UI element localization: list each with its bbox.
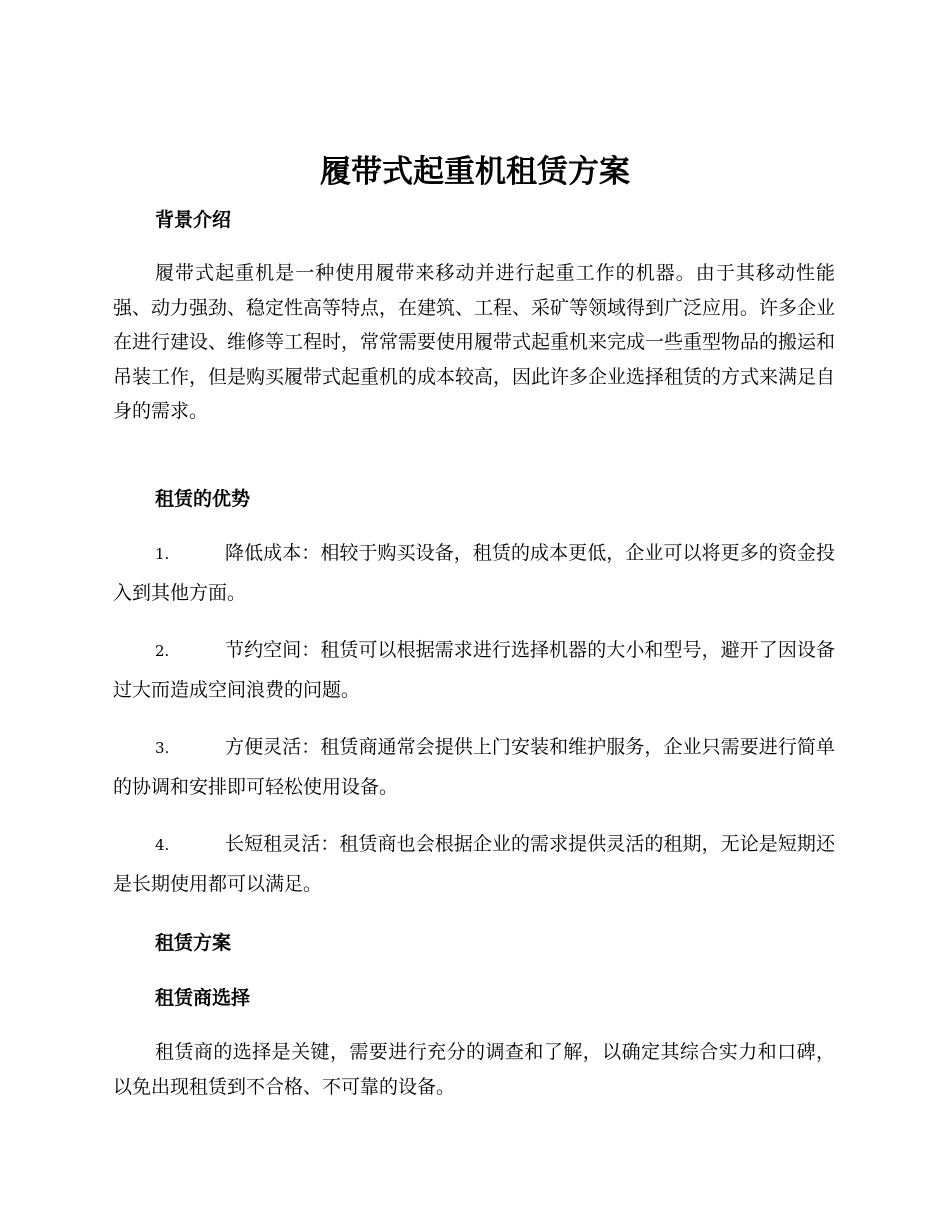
list-item-text: 长短租灵活：租赁商也会根据企业的需求提供灵活的租期，无论是短期还是长期使用都可以满足。	[113, 833, 835, 895]
list-item-advantage-2	[113, 631, 835, 710]
heading-vendor-selection: 租赁商选择	[155, 987, 251, 1009]
list-item-advantage-1	[113, 534, 835, 613]
heading-plan: 租赁方案	[155, 932, 232, 954]
list-item-number: 3.	[155, 739, 170, 757]
list-item-number: 4.	[155, 836, 170, 854]
list-item-text: 降低成本：相较于购买设备，租赁的成本更低，企业可以将更多的资金投入到其他方面。	[113, 542, 835, 604]
heading-advantages: 租赁的优势	[155, 488, 251, 510]
document-title: 履带式起重机租赁方案	[320, 154, 630, 190]
list-item-advantage-4	[113, 825, 835, 904]
list-item-number: 1.	[155, 545, 170, 563]
paragraph-background: 履带式起重机是一种使用履带来移动并进行起重工作的机器。由于其移动性能强、动力强劲、稳定性高等特点，在建筑、工程、采矿等领域得到广泛应用。许多企业在进行建设、维修等工程时，常常需要使用履带式起重机来完成一些重型物品的搬运和吊装工作，但是购买履带式起重机的成本较高，因此许多企业选择租赁的方式来满足自身的需求。	[113, 262, 836, 422]
list-item-number: 2.	[155, 642, 170, 660]
list-item-text: 方便灵活：租赁商通常会提供上门安装和维护服务，企业只需要进行简单的协调和安排即可轻松使用设备。	[113, 736, 835, 798]
heading-background: 背景介绍	[155, 209, 232, 231]
list-item-advantage-3	[113, 728, 835, 807]
list-item-text: 节约空间：租赁可以根据需求进行选择机器的大小和型号，避开了因设备过大而造成空间浪费的问题。	[113, 639, 835, 701]
paragraph-vendor-selection: 租赁商的选择是关键，需要进行充分的调查和了解，以确定其综合实力和口碑，以免出现租赁到不合格、不可靠的设备。	[113, 1041, 835, 1098]
